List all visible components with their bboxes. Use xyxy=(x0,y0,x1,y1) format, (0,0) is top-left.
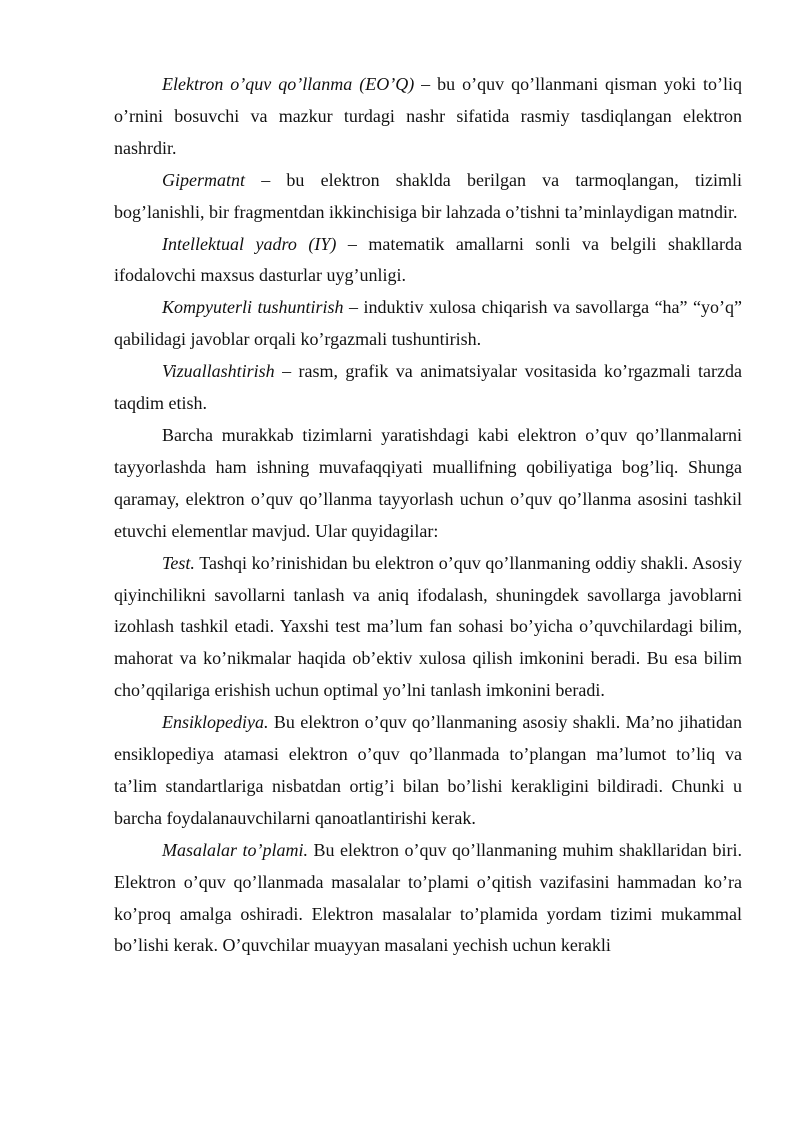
definition-paragraph-gipermatnt xyxy=(114,165,742,229)
paragraph-text: – induktiv xulosa chiqarish va savollarga “ha” “yo’q” qabilidagi javoblar orqali ko’rgazmali tushuntirish. xyxy=(114,297,742,350)
paragraph-text: – bu elektron shaklda berilgan va tarmoqlangan, tizimli bog’lanishli, bir fragmentdan ikkinchisiga bir lahzada o’tishni ta’minlaydigan matndir. xyxy=(114,169,742,222)
paragraph-text: Tashqi ko’rinishidan bu elektron o’quv qo’llanmaning oddiy shakli. Asosiy qiyinchilikni savollarni tanlash va aniq ifodalash, shuningdek savollarga javoblarni izohlash tashkil etadi. Yaxshi test ma’lum fan sohasi bo’yicha o’quvchilardagi bilim, mahorat va ko’nikmalar haqida ob’ektiv xulosa qilish imkonini beradi. Bu esa bilim cho’qqilariga erishish uchun optimal yo’lni tanlash imkonini beradi. xyxy=(114,552,742,701)
term-label: Intellektual yadro (IY) xyxy=(162,233,337,254)
paragraph-text: – rasm, grafik va animatsiyalar vositasida ko’rgazmali tarzda taqdim etish. xyxy=(114,361,742,414)
term-label: Masalalar to’plami. xyxy=(162,839,309,860)
body-paragraph-intro xyxy=(114,420,742,548)
term-label: Vizuallashtirish xyxy=(162,361,275,382)
term-label: Elektron o’quv qo’llanma (EO’Q) xyxy=(162,74,415,94)
section-paragraph-ensiklopediya xyxy=(114,707,742,835)
paragraph-text: Bu elektron o’quv qo’llanmaning muhim shakllaridan biri. Elektron o’quv qo’llanmada masalalar to’plami o’qitish vazifasini hammadan ko’ra ko’proq amalga oshiradi. Elektron masalalar to’plamida yordam tizimi mukammal bo’lishi kerak. O’quvchilar muayyan masalani yechish uchun kerakli xyxy=(114,839,742,956)
paragraph-text: Barcha murakkab tizimlarni yaratishdagi kabi elektron o’quv qo’llanmalarni tayyorlashda ham ishning muvafaqqiyati muallifning qobiliyatiga bog’liq. Shunga qaramay, elektron o’quv qo’llanma tayyorlash uchun o’quv qo’llanma asosini tashkil etuvchi elementlar mavjud. Ular quyidagilar: xyxy=(114,424,742,541)
term-label: Kompyuterli tushuntirish xyxy=(162,297,344,318)
paragraph-text: – bu o’quv qo’llanmani qisman yoki to’liq o’rnini bosuvchi va mazkur turdagi nashr sifatida rasmiy tasdiqlangan elektron nashrdir. xyxy=(114,74,742,158)
term-label: Ensiklopediya. xyxy=(162,712,269,733)
section-paragraph-masalalar xyxy=(114,835,742,963)
document-page xyxy=(114,69,742,962)
section-paragraph-test xyxy=(114,548,742,708)
definition-paragraph-intellektual-yadro xyxy=(114,229,742,293)
definition-paragraph-kompyuterli-tushuntirish xyxy=(114,292,742,356)
definition-paragraph-eoq xyxy=(114,69,742,165)
term-label: Test. xyxy=(162,552,195,573)
term-label: Gipermatnt xyxy=(162,169,245,190)
definition-paragraph-vizuallashtirish xyxy=(114,356,742,420)
paragraph-text: Bu elektron o’quv qo’llanmaning asosiy shakli. Ma’no jihatidan ensiklopediya atamasi elektron o’quv qo’llanmada to’plangan ma’lumot to’liq va ta’lim standartlariga nisbatdan ortig’i bilan bo’lishi kerakligini bildiradi. Chunki u barcha foydalanauvchilarni qanoatlantirishi kerak. xyxy=(114,712,742,828)
paragraph-text: – matematik amallarni sonli va belgili shakllarda ifodalovchi maxsus dasturlar uyg’unligi. xyxy=(114,233,742,286)
